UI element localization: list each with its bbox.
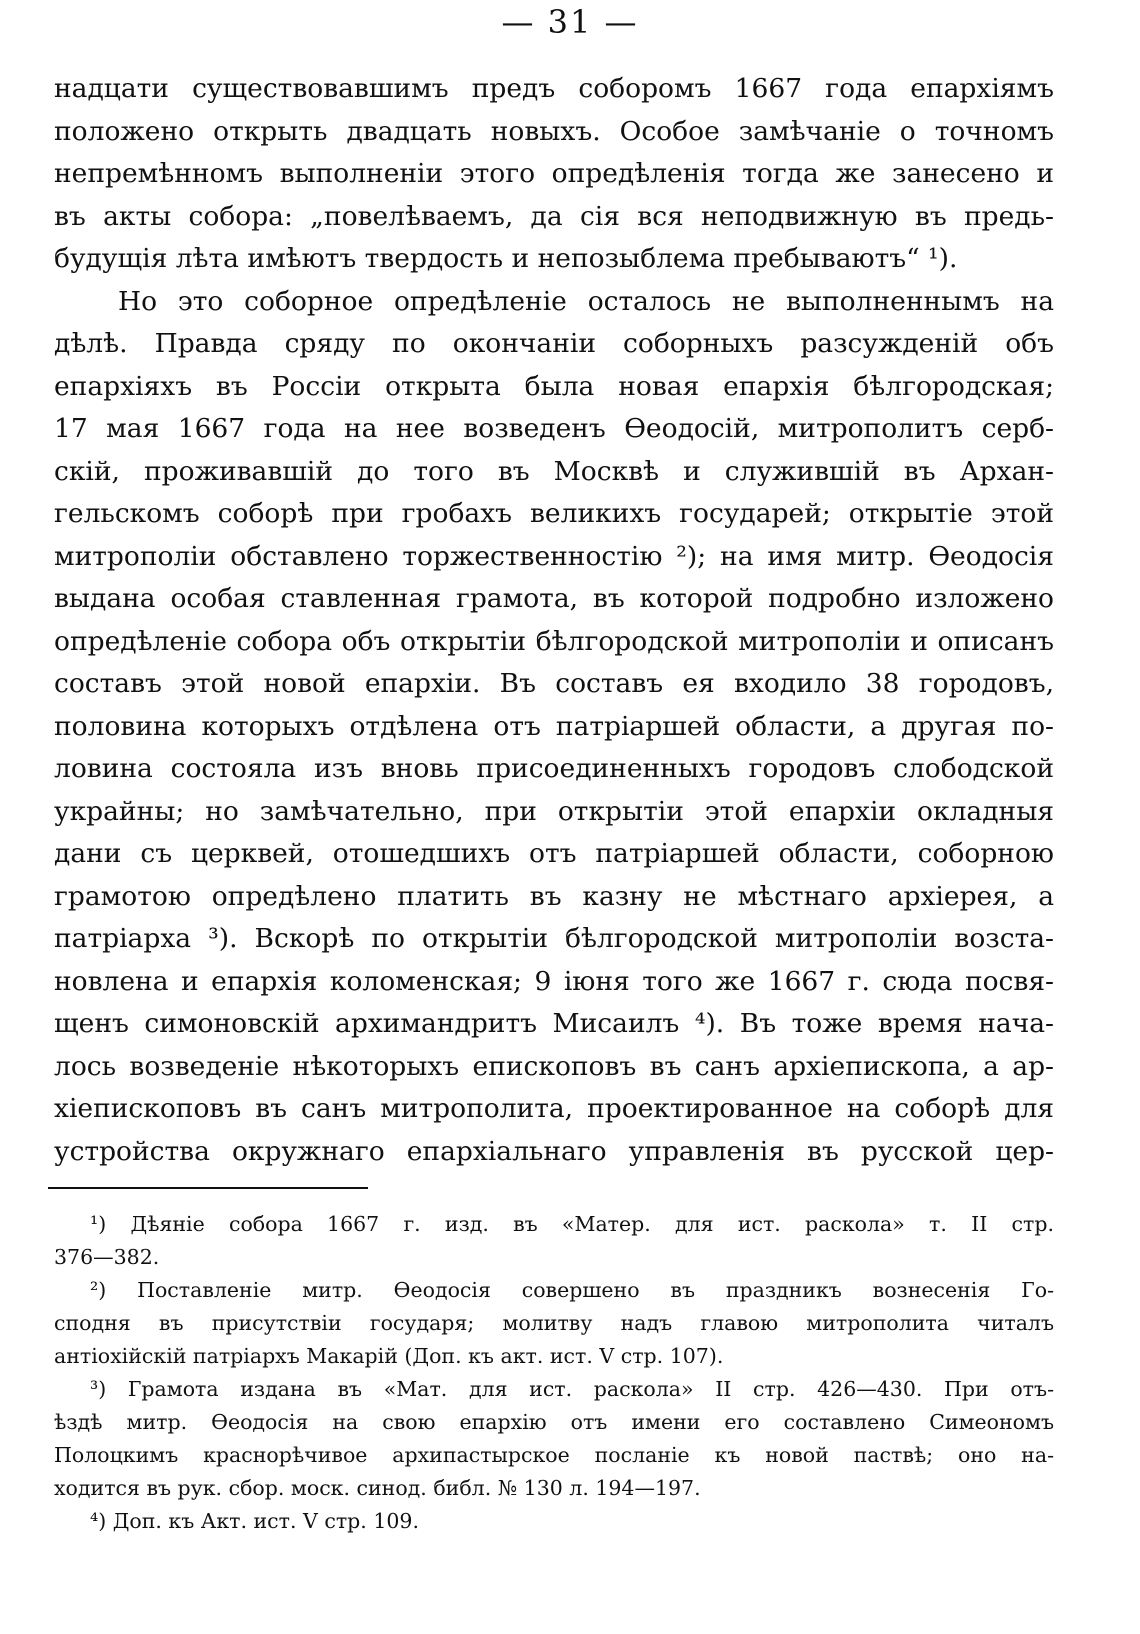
text-line: патріарха ³). Вскорѣ по открытіи бѣлгородской митрополіи возста- (54, 923, 1054, 954)
text-line: лось возведеніе нѣкоторыхъ епископовъ въ санъ архіепископа, а ар- (54, 1050, 1054, 1082)
text-line: скій, проживавшій до того въ Москвѣ и служившій въ Архан- (54, 455, 1054, 487)
footnote-2-line: антіохійскій патріархъ Макарій (Доп. къ акт. ист. V стр. 107). (54, 1344, 724, 1368)
footnote-1-line: 376—382. (54, 1245, 160, 1269)
text-line: новлена и епархія коломенская; 9 іюня того же 1667 г. сюда посвя- (54, 965, 1054, 997)
text-line: хіепископовъ въ санъ митрополита, проектированное на соборѣ для (54, 1093, 1054, 1124)
text-line: украйны; но замѣчательно, при открытіи этой епархіи окладныя (54, 795, 1054, 827)
text-line: щенъ симоновскій архимандритъ Мисаилъ ⁴). Въ тоже время нача- (54, 1008, 1054, 1039)
text-line: дѣлѣ. Правда сряду по окончаніи соборныхъ разсужденій объ (54, 328, 1054, 359)
text-line: устройства окружнаго епархіальнаго управленія въ русской цер- (54, 1135, 1054, 1167)
footnote-divider (48, 1187, 368, 1189)
footnote-1-line: ¹) Дѣяніе собора 1667 г. изд. въ «Матер. для ист. раскола» т. II стр. (90, 1212, 1054, 1236)
text-line: составъ этой новой епархіи. Въ составъ ея входило 38 городовъ, (54, 668, 1054, 699)
text-line: Но это соборное опредѣленіе осталось не выполненнымъ на (118, 285, 1054, 317)
text-line: гельскомъ соборѣ при гробахъ великихъ государей; открытіе этой (54, 498, 1054, 529)
text-line: опредѣленіе собора объ открытіи бѣлгородской митрополіи и описанъ (54, 625, 1054, 657)
text-line: 17 мая 1667 года на нее возведенъ Ѳеодосій, митрополитъ серб- (54, 413, 1054, 444)
footnotes (54, 1208, 1054, 1538)
footnote-4-line: ⁴) Доп. къ Акт. ист. V стр. 109. (90, 1509, 419, 1533)
text-line: епархіяхъ въ Россіи открыта была новая епархія бѣлгородская; (54, 370, 1054, 402)
text-line: положено открыть двадцать новыхъ. Особое замѣчаніе о точномъ (54, 115, 1054, 147)
main-text (54, 68, 1054, 1173)
footnote-3-line: ходится въ рук. сбор. моск. синод. библ. № 130 л. 194—197. (54, 1476, 701, 1500)
text-line: будущія лѣта имѣютъ твердость и непозыблема пребываютъ“ ¹). (54, 243, 958, 274)
text-line: половина которыхъ отдѣлена отъ патріаршей области, а другая по- (54, 710, 1054, 742)
footnote-3-line: ³) Грамота издана въ «Мат. для ист. раскола» II стр. 426—430. При отъ- (90, 1377, 1054, 1401)
footnote-2-line: сподня въ присутствіи государя; молитву надъ главою митрополита читалъ (54, 1311, 1054, 1335)
page-number: — 31 — (501, 3, 639, 41)
footnote-3-line: Полоцкимъ краснорѣчивое архипастырское посланіе къ новой паствѣ; оно на- (54, 1443, 1054, 1467)
footnote-2-line: ²) Поставленіе митр. Ѳеодосія совершено въ праздникъ вознесенія Го- (90, 1278, 1054, 1302)
text-line: непремѣнномъ выполненіи этого опредѣленія тогда же занесено и (54, 158, 1054, 189)
text-line: митрополіи обставлено торжественностію ²); на имя митр. Ѳеодосія (54, 540, 1054, 572)
paragraph-2 (54, 281, 1054, 1174)
text-line: дани съ церквей, отошедшихъ отъ патріаршей области, соборною (54, 838, 1054, 869)
text-line: выдана особая ставленная грамота, въ которой подробно изложено (54, 583, 1054, 614)
text-line: ловина состояла изъ вновь присоединенныхъ городовъ слободской (54, 753, 1054, 784)
paragraph-1 (54, 68, 1054, 281)
text-line: въ акты собора: „повелѣваемъ, да сія вся неподвижную въ предь- (54, 200, 1054, 232)
text-line: грамотою опредѣлено платить въ казну не мѣстнаго архіерея, а (54, 880, 1054, 912)
footnote-3-line: ѣздѣ митр. Ѳеодосія на свою епархію отъ имени его составлено Симеономъ (54, 1410, 1054, 1434)
text-line: надцати существовавшимъ предъ соборомъ 1667 года епархіямъ (54, 73, 1054, 104)
